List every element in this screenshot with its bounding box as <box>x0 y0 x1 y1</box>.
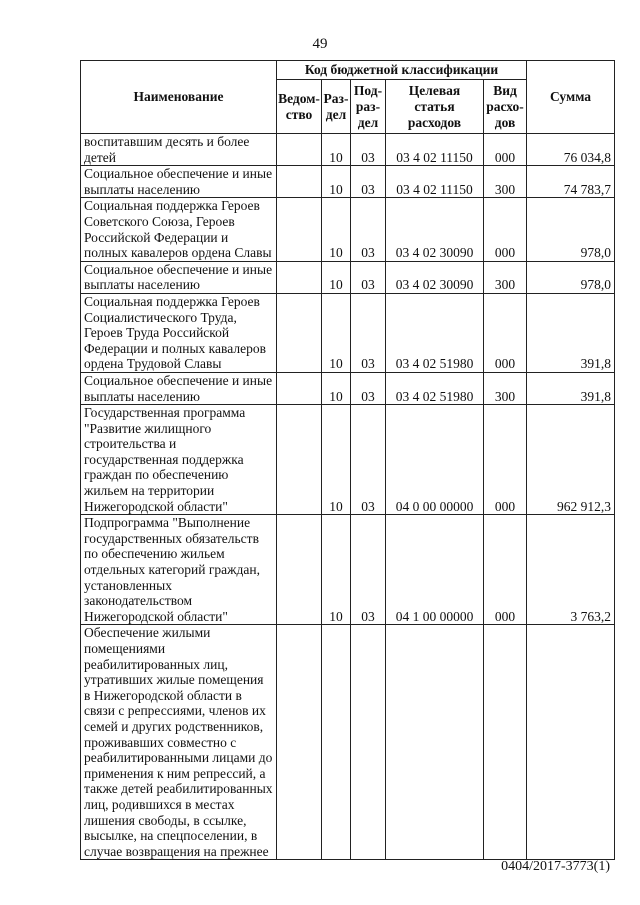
row-podrazdel: 03 <box>351 134 386 166</box>
table-row <box>81 293 615 372</box>
row-vid: 000 <box>484 293 527 372</box>
row-razdel: 10 <box>322 261 351 293</box>
row-target: 03 4 02 51980 <box>386 293 484 372</box>
row-target: 03 4 02 11150 <box>386 134 484 166</box>
row-vedom <box>277 625 322 860</box>
row-target: 03 4 02 30090 <box>386 261 484 293</box>
row-sum: 391,8 <box>527 372 615 404</box>
row-vid: 000 <box>484 515 527 625</box>
row-razdel: 10 <box>322 372 351 404</box>
row-target <box>386 625 484 860</box>
row-name: Социальная поддержка Героев Советского Союза, Героев Российской Федерации и полных кавалеров ордена Славы <box>81 198 277 261</box>
row-vid: 300 <box>484 372 527 404</box>
row-vid: 300 <box>484 166 527 198</box>
row-vedom <box>277 166 322 198</box>
header-razdel: Раз-дел <box>322 80 351 134</box>
row-vid <box>484 625 527 860</box>
row-name: воспитавшим десять и более детей <box>81 134 277 166</box>
row-target: 03 4 02 51980 <box>386 372 484 404</box>
row-razdel: 10 <box>322 198 351 261</box>
row-sum: 978,0 <box>527 198 615 261</box>
row-podrazdel: 03 <box>351 261 386 293</box>
row-podrazdel: 03 <box>351 515 386 625</box>
header-name: Наименование <box>81 61 277 134</box>
table-row <box>81 372 615 404</box>
table-row <box>81 166 615 198</box>
row-vedom <box>277 134 322 166</box>
row-vid: 000 <box>484 134 527 166</box>
header-vedom: Ведом-ство <box>277 80 322 134</box>
row-razdel: 10 <box>322 405 351 515</box>
page-number: 49 <box>312 36 328 52</box>
row-razdel: 10 <box>322 515 351 625</box>
row-vedom <box>277 405 322 515</box>
row-vedom <box>277 261 322 293</box>
header-podrazdel: Под-раз-дел <box>351 80 386 134</box>
header-sum: Сумма <box>527 61 615 134</box>
row-podrazdel: 03 <box>351 166 386 198</box>
header-budget-code: Код бюджетной классификации <box>277 61 527 80</box>
row-name: Государственная программа "Развитие жилищного строительства и государственная поддержка граждан по обеспечению жильем на территории Нижегородской области" <box>81 405 277 515</box>
row-name: Подпрограмма "Выполнение государственных обязательств по обеспечению жильем отдельных категорий граждан, установленных законодательством Нижегородской области" <box>81 515 277 625</box>
row-podrazdel <box>351 625 386 860</box>
table-row <box>81 134 615 166</box>
row-sum <box>527 625 615 860</box>
row-podrazdel: 03 <box>351 293 386 372</box>
table-row <box>81 625 615 860</box>
row-sum: 3 763,2 <box>527 515 615 625</box>
row-vid: 300 <box>484 261 527 293</box>
row-target: 04 1 00 00000 <box>386 515 484 625</box>
header-target: Целевая статья расходов <box>386 80 484 134</box>
row-target: 03 4 02 30090 <box>386 198 484 261</box>
row-vedom <box>277 198 322 261</box>
row-vid: 000 <box>484 405 527 515</box>
row-podrazdel: 03 <box>351 405 386 515</box>
row-sum: 391,8 <box>527 293 615 372</box>
table-row <box>81 198 615 261</box>
row-target: 03 4 02 11150 <box>386 166 484 198</box>
row-sum: 978,0 <box>527 261 615 293</box>
row-name: Социальное обеспечение и иные выплаты населению <box>81 166 277 198</box>
row-vedom <box>277 293 322 372</box>
row-podrazdel: 03 <box>351 372 386 404</box>
table-row <box>81 515 615 625</box>
row-vedom <box>277 372 322 404</box>
header-vid: Вид расхо-дов <box>484 80 527 134</box>
row-name: Обеспечение жилыми помещениями реабилитированных лиц, утративших жилые помещения в Нижегородской области в связи с репрессиями, членов их семей и других родственников, проживавших совместно с реабилитированными лицами до применения к ним репрессий, а также детей реабилитированных лиц, родившихся в местах лишения свободы, в ссылке, высылке, на спецпоселении, в случае возвращения на прежнее <box>81 625 277 860</box>
row-sum: 962 912,3 <box>527 405 615 515</box>
row-razdel: 10 <box>322 293 351 372</box>
document-code: 0404/2017-3773(1) <box>501 859 610 874</box>
row-razdel: 10 <box>322 166 351 198</box>
table-row <box>81 261 615 293</box>
row-podrazdel: 03 <box>351 198 386 261</box>
row-name: Социальное обеспечение и иные выплаты населению <box>81 372 277 404</box>
row-name: Социальное обеспечение и иные выплаты населению <box>81 261 277 293</box>
row-vid: 000 <box>484 198 527 261</box>
row-target: 04 0 00 00000 <box>386 405 484 515</box>
row-razdel: 10 <box>322 134 351 166</box>
table-row <box>81 405 615 515</box>
row-name: Социальная поддержка Героев Социалистического Труда, Героев Труда Российской Федерации и полных кавалеров ордена Трудовой Славы <box>81 293 277 372</box>
budget-table <box>80 60 615 860</box>
row-razdel <box>322 625 351 860</box>
row-sum: 76 034,8 <box>527 134 615 166</box>
row-sum: 74 783,7 <box>527 166 615 198</box>
row-vedom <box>277 515 322 625</box>
